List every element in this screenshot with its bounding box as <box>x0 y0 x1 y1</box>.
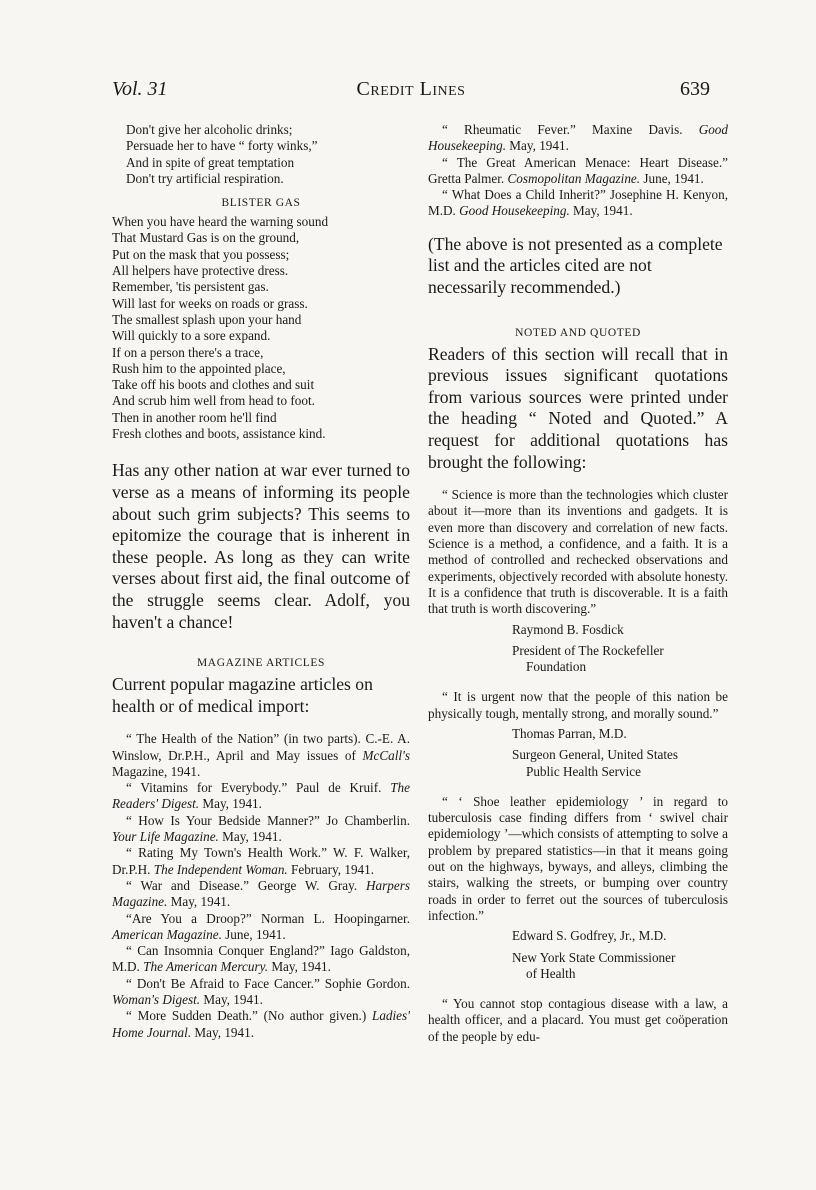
verse-line: Remember, 'tis persistent gas. <box>112 279 269 295</box>
verse-line: Rush him to the appointed place, <box>112 360 286 376</box>
quote-text: “ ‘ Shoe leather epidemiology ’ in regard to tuberculosis case finding differs from ‘ swivel chair epidemiology ’—which consists of attempting to solve a problem by prepared statistics—in that it means going out on the highways, byways, and alleys, climbing the stairs, walking the streets, or bumping over country roads in order to ferret out the sources of tuberculosis infection.” <box>428 793 728 923</box>
verse-line: Take off his boots and clothes and suit <box>112 377 315 393</box>
verse-line: Don't try artificial respiration. <box>126 170 284 186</box>
blister-gas-heading: BLISTER GAS <box>221 197 301 210</box>
article-entry: “ War and Disease.” George W. Gray. Harpers Magazine. May, 1941. <box>112 877 410 910</box>
quote-author: Thomas Parran, M.D. <box>512 725 627 741</box>
article-list <box>112 731 410 1041</box>
blister-gas-verse <box>112 214 410 442</box>
article-entry: “ More Sudden Death.” (No author given.) Ladies' Home Journal. May, 1941. <box>112 1008 410 1040</box>
noted-intro: Readers of this section will recall that in previous issues significant quotations from various sources were printed under the heading “ Noted and Quoted.” A request for additional quotations has brought the following: <box>428 343 728 472</box>
left-column <box>112 122 410 1041</box>
running-header <box>112 78 710 106</box>
quote-author-title: New York State Commissioner of Health <box>512 949 676 981</box>
quote-author: Raymond B. Fosdick <box>512 621 624 637</box>
article-entry: “ Rheumatic Fever.” Maxine Davis. Good Housekeeping. May, 1941. <box>428 122 728 154</box>
verse-line: Fresh clothes and boots, assistance kind. <box>112 426 326 442</box>
quote-author: Edward S. Godfrey, Jr., M.D. <box>512 928 667 944</box>
volume-label: Vol. 31 <box>112 78 168 100</box>
verse-line: Don't give her alcoholic drinks; <box>126 122 293 137</box>
page-number: 639 <box>680 78 710 100</box>
magazine-articles-heading: MAGAZINE ARTICLES <box>196 657 326 670</box>
verse-line: Will quickly to a sore expand. <box>112 328 271 344</box>
article-list-continued <box>428 122 728 220</box>
verse-line: The smallest splash upon your hand <box>112 311 302 327</box>
article-entry: “Are You a Droop?” Norman L. Hoopingarner. American Magazine. June, 1941. <box>112 910 410 942</box>
quote-author-title: President of The Rockefeller Foundation <box>512 642 664 675</box>
verse-line: Then in another room he'll find <box>112 409 277 425</box>
quote-text: “ You cannot stop contagious disease with a law, a health officer, and a placard. You must get coöperation of the people by edu- <box>428 996 728 1044</box>
right-column <box>428 122 728 1045</box>
disclaimer-note: (The above is not presented as a complete list and the articles cited are not necessarily recommended.) <box>428 233 723 297</box>
article-entry: “ The Great American Menace: Heart Disease.” Gretta Palmer. Cosmopolitan Magazine. June, 1941. <box>428 154 728 186</box>
quote-text: “ It is urgent now that the people of this nation be physically tough, mentally strong, and morally sound.” <box>428 689 728 721</box>
article-entry: “ Can Insomnia Conquer England?” Iago Galdston, M.D. The American Mercury. May, 1941. <box>112 943 410 975</box>
verse-line: When you have heard the warning sound <box>112 214 329 230</box>
verse-line: All helpers have protective dress. <box>112 263 289 279</box>
verse-line: Will last for weeks on roads or grass. <box>112 295 308 311</box>
verse-line: That Mustard Gas is on the ground, <box>112 230 300 246</box>
quote-author-title: Surgeon General, United States Public Health Service <box>512 747 679 779</box>
verse-line: And in spite of great temptation <box>126 154 295 170</box>
quote-text: “ Science is more than the technologies which cluster about it—more than its inventions and gadgets. It is even more than discovery and correlation of new facts. Science is a method, a confidence, and a faith. It is a method of controlled and rechecked observations and experiments, objectively recorded with absolute honesty. It is a confidence that truth is discoverable. It is a faith that truth is worth discovering.” <box>428 487 728 617</box>
quote-block <box>428 487 728 675</box>
verse-line: If on a person there's a trace, <box>112 344 264 360</box>
quote-block <box>428 794 728 982</box>
article-entry: “ How Is Your Bedside Manner?” Jo Chamberlin. Your Life Magazine. May, 1941. <box>112 812 410 845</box>
article-entry: “ Don't Be Afraid to Face Cancer.” Sophie Gordon. Woman's Digest. May, 1941. <box>112 975 410 1008</box>
verse-line: Put on the mask that you possess; <box>112 246 290 262</box>
article-entry: “ Vitamins for Everybody.” Paul de Kruif. The Readers' Digest. May, 1941. <box>112 780 410 812</box>
quote-block <box>428 689 728 779</box>
noted-quoted-heading: NOTED AND QUOTED <box>515 326 641 339</box>
verse-line: Persuade her to have “ forty winks,” <box>126 138 318 154</box>
article-entry: “ Rating My Town's Health Work.” W. F. Walker, Dr.P.H. The Independent Woman. February, 1941. <box>112 845 410 877</box>
magazine-intro: Current popular magazine articles on health or of medical import: <box>112 674 373 716</box>
verse-line: And scrub him well from head to foot. <box>112 393 315 409</box>
section-title: Credit Lines <box>356 78 466 100</box>
article-entry: “ The Health of the Nation” (in two parts). C.-E. A. Winslow, Dr.P.H., April and May issues of McCall's Magazine, 1941. <box>112 731 410 779</box>
verse-intro <box>112 122 410 187</box>
commentary-paragraph: Has any other nation at war ever turned to verse as a means of informing its people about such grim subjects? This seems to epitomize the courage that is inherent in these people. As long as they can write verses about first aid, the final outcome of the struggle seems clear. Adolf, you haven't a chance! <box>112 460 410 632</box>
article-entry: “ What Does a Child Inherit?” Josephine H. Kenyon, M.D. Good Housekeeping. May, 1941. <box>428 187 728 219</box>
